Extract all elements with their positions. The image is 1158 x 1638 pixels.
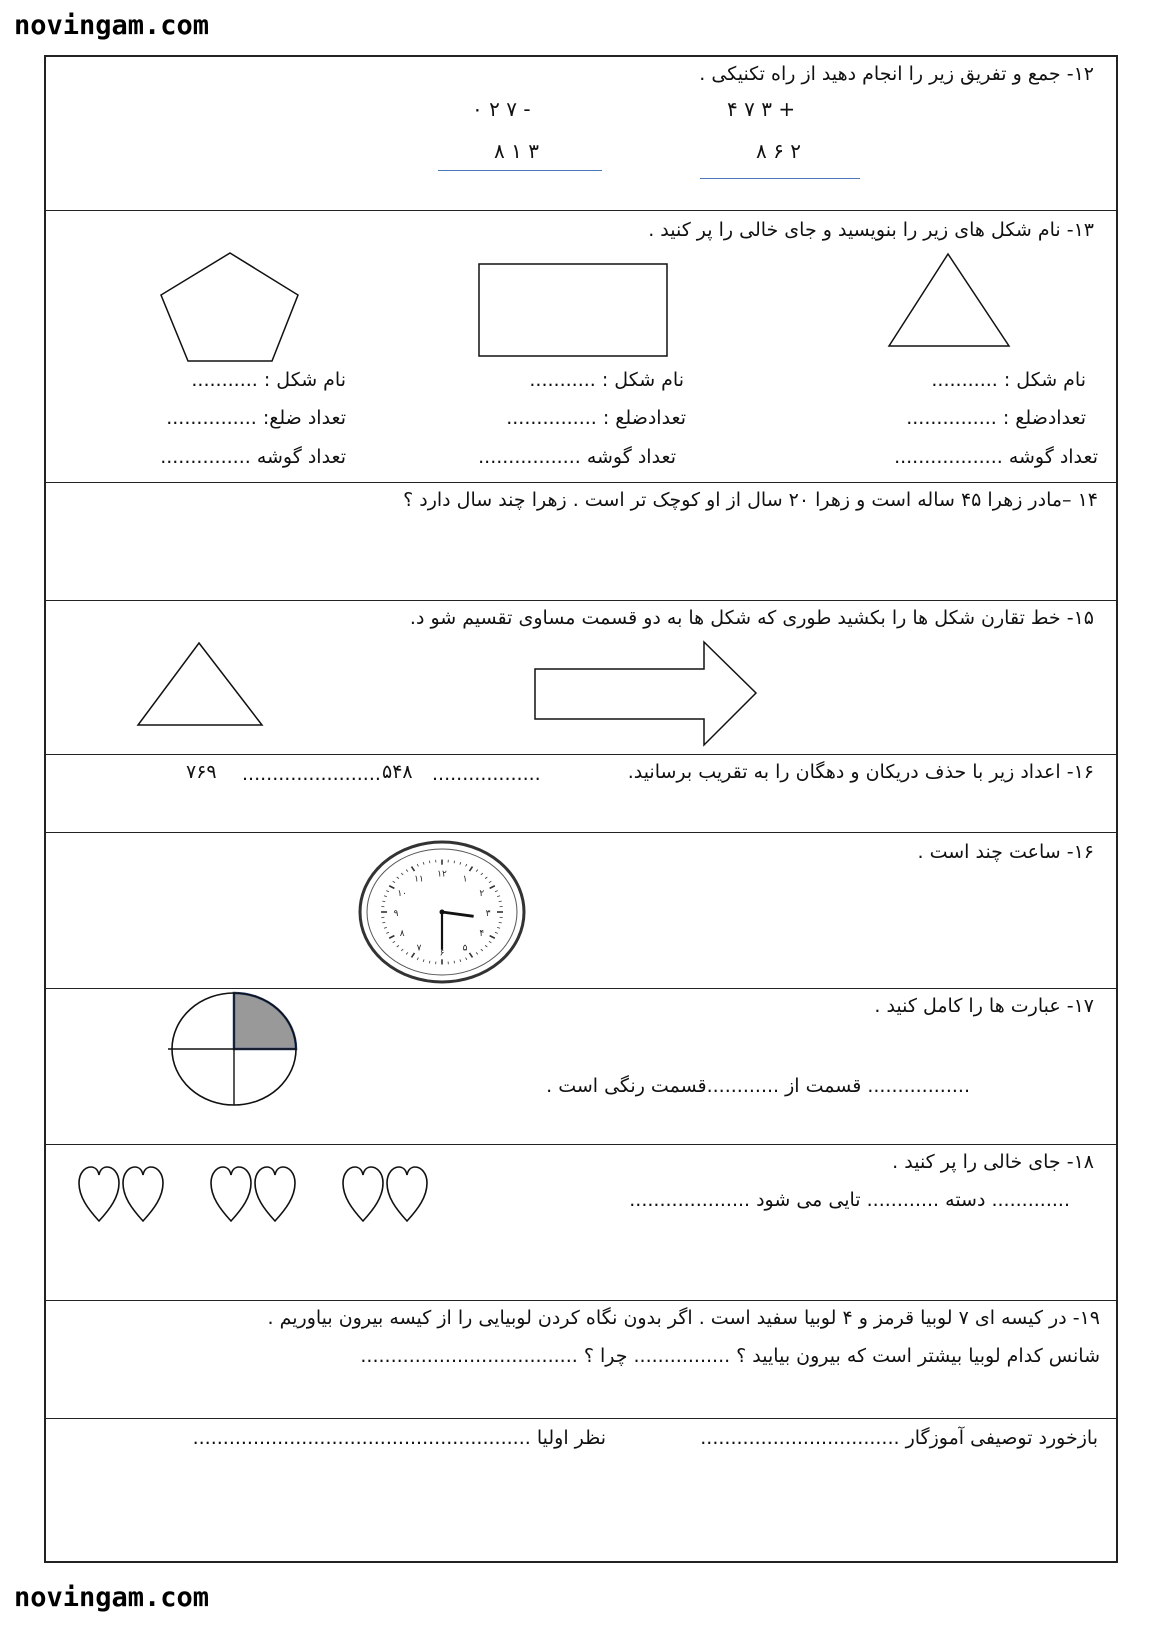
q19-line1: ۱۹- در کیسه ای ۷ لوبیا قرمز و ۴ لوبیا سفید است . اگر بدون نگاه کردن لوبیایی را از کیسه بیرون بیاوریم .: [267, 1307, 1100, 1329]
triangle-icon: [886, 253, 1016, 349]
triangle-shape-icon: [136, 641, 266, 727]
heart-icon: [343, 1167, 383, 1221]
question-18: [46, 1145, 1116, 1301]
clock-number: ۵: [462, 943, 468, 954]
q12-add-bottom: ۲ ۶ ۸: [756, 139, 801, 163]
clock-number: ۹: [393, 909, 399, 919]
pentagon-icon: [158, 251, 304, 365]
q14-title: ۱۴ –مادر زهرا ۴۵ ساله است و زهرا ۲۰ سال از او کوچک تر است . زهرا چند سال دارد ؟: [403, 489, 1098, 511]
shape1-corners-label: تعداد گوشه ..................: [894, 446, 1098, 468]
q13-title: ۱۳- نام شکل های زیر را بنویسید و جای خالی را پر کنید .: [648, 219, 1094, 241]
q16b-title: ۱۶- ساعت چند است .: [917, 841, 1094, 863]
watermark-top: novingam.com: [14, 10, 210, 41]
clock-tick: [499, 922, 502, 923]
question-19: [46, 1301, 1116, 1419]
question-16-rounding: [46, 755, 1116, 833]
heart-icon: [387, 1167, 427, 1221]
clock-number: ۴: [479, 928, 485, 939]
q12-sub-answer-line[interactable]: [438, 170, 602, 171]
clock-number: ۱: [462, 874, 468, 885]
clock-number: ۱۲: [437, 869, 447, 880]
clock-center: [440, 910, 445, 915]
question-13: [46, 211, 1116, 483]
teacher-feedback[interactable]: بازخورد توصیفی آموزگار .................................: [700, 1427, 1098, 1449]
q16a-blank-2[interactable]: .......................: [242, 763, 381, 785]
q17-title: ۱۷- عبارت ها را کامل کنید .: [874, 995, 1094, 1017]
hearts-groups: [78, 1165, 438, 1225]
feedback-row: [46, 1419, 1116, 1565]
heart-icon: [211, 1167, 251, 1221]
q16a-number-2: ۷۶۹: [186, 761, 217, 783]
heart-icon: [79, 1167, 119, 1221]
clock-number: ۱۱: [414, 874, 424, 885]
q18-title: ۱۸- جای خالی را پر کنید .: [892, 1151, 1094, 1173]
q12-add-top: + ۳ ۷ ۴: [727, 97, 796, 121]
shape2-name-label: نام شکل : ...........: [529, 369, 684, 391]
fraction-circle-icon: [166, 989, 306, 1109]
q12-add-answer-line[interactable]: [700, 178, 860, 179]
q16a-number-1: ۵۴۸: [382, 761, 413, 783]
shape2-corners-label: تعداد گوشه .................: [478, 446, 676, 468]
q19-line2: شانس کدام لوبیا بیشتر است که بیرون بیایید ؟ ................ چرا ؟ ....................................: [360, 1345, 1100, 1367]
shape1-sides-label: تعدادضلع : ...............: [906, 407, 1086, 429]
question-15: [46, 601, 1116, 755]
rectangle-icon: [478, 263, 670, 359]
clock-tick: [382, 901, 385, 902]
shape1-name-label: نام شکل : ...........: [931, 369, 1086, 391]
q12-title: ۱۲- جمع و تفریق زیر را انجام دهید از راه تکنیکی .: [699, 63, 1094, 85]
q12-sub-bottom: ۳ ۱ ۸: [494, 139, 539, 163]
q16a-blank-1[interactable]: ..................: [432, 763, 541, 785]
clock-number: ۷: [416, 943, 422, 954]
shape3-name-label: نام شکل : ...........: [191, 369, 346, 391]
parent-feedback[interactable]: نظر اولیا ........................................................: [192, 1427, 606, 1449]
heart-icon: [255, 1167, 295, 1221]
clock-tick: [382, 922, 385, 923]
question-17: [46, 989, 1116, 1145]
arrow-shape-icon: [534, 641, 762, 749]
clock-icon: [358, 841, 526, 983]
question-16-clock: [46, 833, 1116, 989]
question-12: [46, 57, 1116, 211]
watermark-bottom: novingam.com: [14, 1582, 210, 1613]
question-14: [46, 483, 1116, 601]
q16a-title: ۱۶- اعداد زیر با حذف دریکان و دهگان را به تقریب برسانید.: [627, 761, 1094, 783]
heart-icon: [123, 1167, 163, 1221]
shape2-sides-label: تعدادضلع : ...............: [506, 407, 686, 429]
shaded-quarter: [234, 993, 296, 1049]
clock-number: ۸: [399, 928, 405, 939]
worksheet: [44, 55, 1118, 1563]
clock-number: ۱۰: [397, 889, 407, 900]
clock-number: ۲: [479, 889, 485, 900]
clock-number: ۶: [439, 948, 445, 959]
q12-sub-top: - ۷ ۲ ۰: [472, 97, 531, 121]
q17-statement: ................. قسمت از ............قسمت رنگی است .: [546, 1075, 970, 1097]
hearts-svg: [78, 1165, 438, 1225]
clock-tick: [499, 901, 502, 902]
q18-statement: ............. دسته ............ تایی می شود ....................: [629, 1189, 1070, 1211]
clock-number: ۳: [485, 909, 491, 919]
shape3-sides-label: تعداد ضلع: ...............: [166, 407, 346, 429]
shape3-corners-label: تعداد گوشه ...............: [160, 446, 346, 468]
q15-title: ۱۵- خط تقارن شکل ها را بکشید طوری که شکل ها به دو قسمت مساوی تقسیم شو د.: [409, 607, 1094, 629]
